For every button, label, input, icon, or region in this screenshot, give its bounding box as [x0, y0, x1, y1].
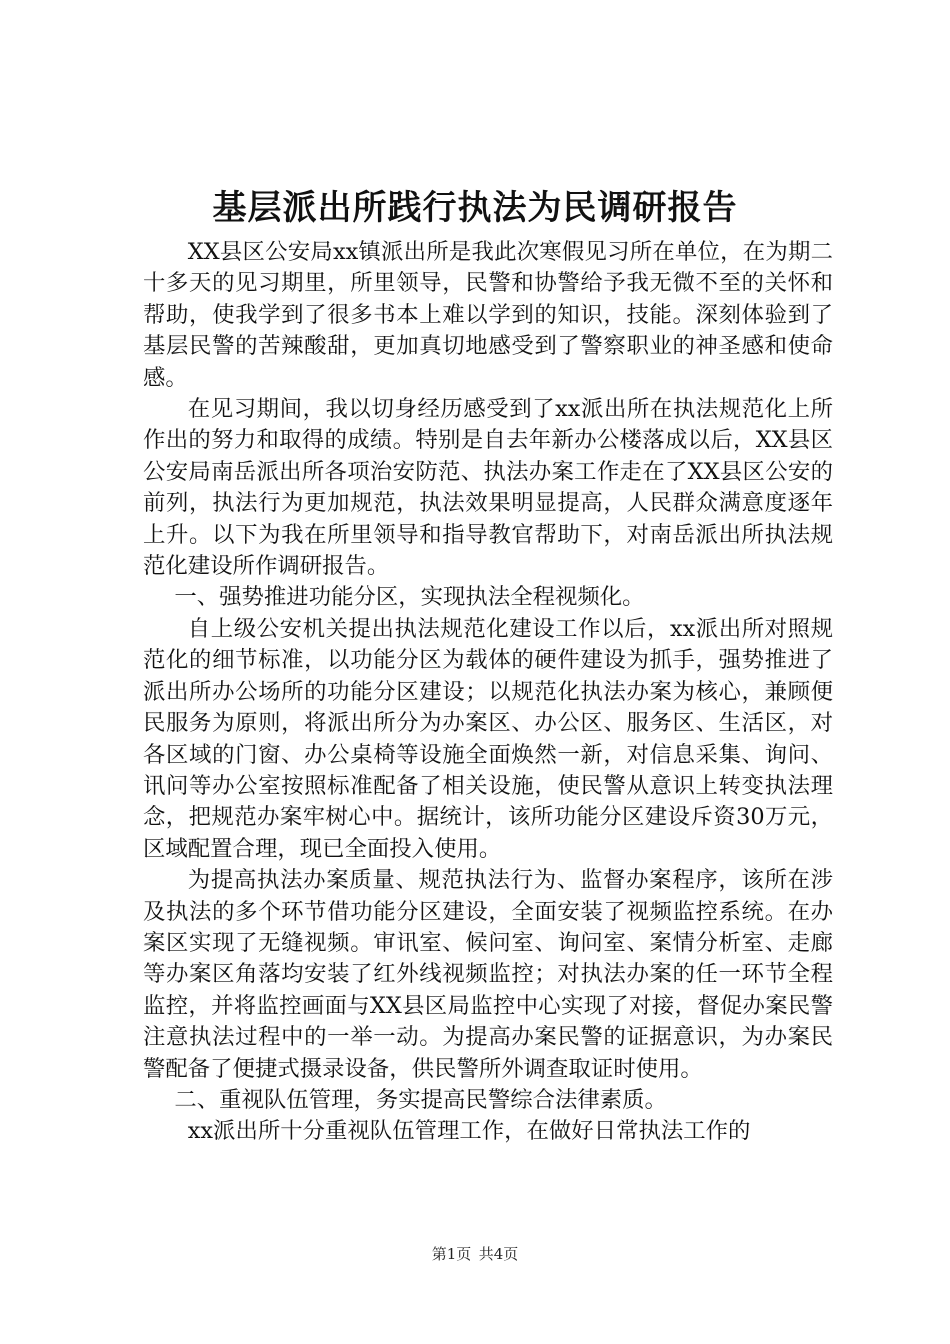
paragraph-overview: 在见习期间，我以切身经历感受到了xx派出所在执法规范化上所作出的努力和取得的成绩。特别是自去年新办公楼落成以后，XX县区公安局南岳派出所各项治安防范、执法办案工作走在了XX县区公安的前列，执法行为更加规范，执法效果明显提高，人民群众满意度逐年上升。以下为我在所里领导和指导教官帮助下，对南岳派出所执法规范化建设所作调研报告。: [143, 396, 833, 580]
paragraph-functional-zones: 自上级公安机关提出执法规范化建设工作以后，xx派出所对照规范化的细节标准，以功能分区为载体的硬件建设为抓手，强势推进了派出所办公场所的功能分区建设；以规范化执法办案为核心，兼顾便民服务为原则，将派出所分为办案区、办公区、服务区、生活区，对各区域的门窗、办公桌椅等设施全面焕然一新，对信息采集、询问、讯问等办公室按照标准配备了相关设施，使民警从意识上转变执法理念，把规范办案牢树心中。据统计，该所功能分区建设斥资30万元，区域配置合理，现已全面投入使用。: [143, 615, 833, 862]
section-heading-2: 二、重视队伍管理，务实提高民警综合法律素质。: [174, 1086, 667, 1113]
document-body: [143, 237, 833, 1148]
paragraph-video-monitoring: 为提高执法办案质量、规范执法行为、监督办案程序，该所在涉及执法的多个环节借功能分区建设，全面安装了视频监控系统。在办案区实现了无缝视频。审讯室、候问室、询问室、案情分析室、走廊等办案区角落均安装了红外线视频监控；对执法办案的任一环节全程监控，并将监控画面与XX县区局监控中心实现了对接，督促办案民警注意执法过程中的一举一动。为提高办案民警的证据意识，为办案民警配备了便捷式摄录设备，供民警所外调查取证时使用。: [143, 867, 833, 1082]
section-heading-1: 一、强势推进功能分区，实现执法全程视频化。: [174, 584, 645, 611]
page-total: 共4页: [478, 1245, 519, 1263]
document-title: 基层派出所践行执法为民调研报告: [212, 188, 738, 228]
paragraph-intro: XX县区公安局xx镇派出所是我此次寒假见习所在单位，在为期二十多天的见习期里，所里领导，民警和协警给予我无微不至的关怀和帮助，使我学到了很多书本上难以学到的知识，技能。深刻体验到了基层民警的苦辣酸甜，更加真切地感受到了警察职业的神圣感和使命感。: [143, 239, 833, 391]
page-number: 第1页: [431, 1245, 472, 1263]
paragraph-team-management: xx派出所十分重视队伍管理工作，在做好日常执法工作的: [187, 1118, 751, 1145]
page-footer: [0, 1244, 950, 1264]
